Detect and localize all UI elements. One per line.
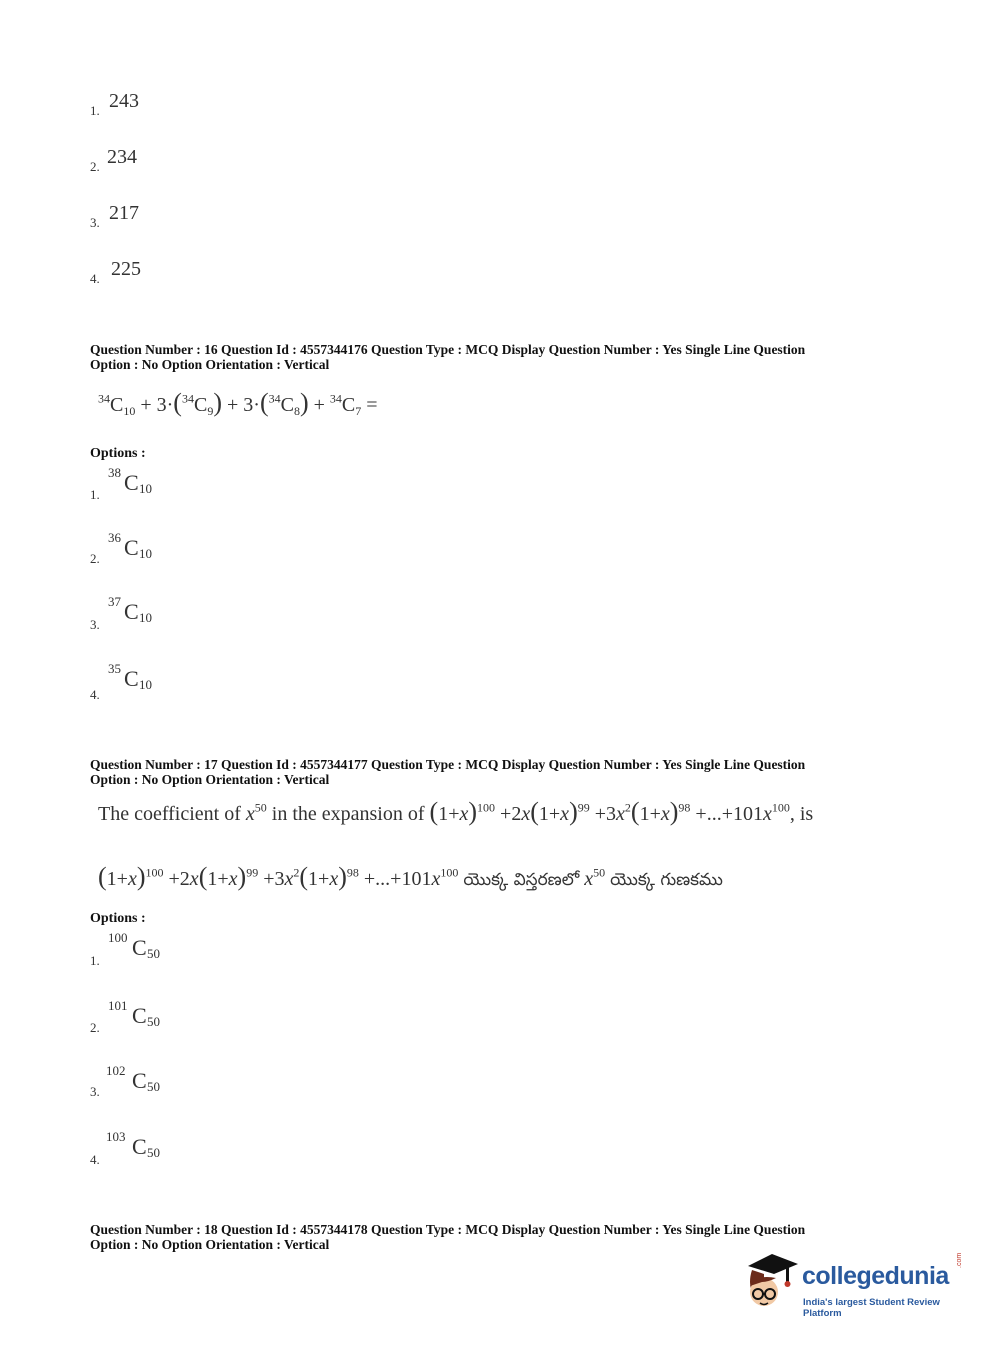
- option-subscript: 10: [139, 546, 152, 561]
- option-base: C: [132, 1068, 147, 1093]
- option-base: C: [124, 470, 139, 495]
- q17-options-label: Options :: [90, 911, 146, 926]
- option-number: 1.: [90, 103, 100, 118]
- option-subscript: 50: [147, 1079, 160, 1094]
- logo-wordmark: collegedunia: [802, 1262, 949, 1290]
- option-number: 3.: [90, 1084, 100, 1099]
- option-number: 3.: [90, 617, 100, 632]
- option-base: C: [132, 935, 147, 960]
- option-subscript: 10: [139, 677, 152, 692]
- q17-text-prefix: The coefficient of: [98, 803, 246, 825]
- q18-header-line2: Option : No Option Orientation : Vertical: [90, 1237, 330, 1252]
- collegedunia-logo: [742, 1250, 972, 1320]
- q17-header: [90, 757, 910, 787]
- option-number: 2.: [90, 551, 100, 566]
- q16-header: [90, 342, 910, 372]
- q17-telugu-text: యొక్క విస్తరణలో: [463, 870, 580, 890]
- option-superscript: 103: [106, 1129, 126, 1144]
- option-subscript: 50: [147, 1014, 160, 1029]
- option-superscript: 35: [108, 661, 121, 676]
- option-number: 4.: [90, 687, 100, 702]
- option-number: 3.: [90, 215, 100, 230]
- q17-english-question: The coefficient of $x^{50}$ in the expansion of $(1+x)^{100} +2x(1+x)^{99} +3x^2(1+x)^{98} +...+101x^{100}$, is: [98, 797, 814, 826]
- option-number: 4.: [90, 271, 100, 286]
- option-superscript: 102: [106, 1063, 126, 1078]
- option-superscript: 101: [108, 998, 128, 1013]
- option-subscript: 10: [139, 610, 152, 625]
- option-value: 234: [107, 146, 137, 168]
- option-base: C: [124, 599, 139, 624]
- option-superscript: 100: [108, 930, 128, 945]
- option-superscript: 37: [108, 594, 121, 609]
- q18-header-line1: Question Number : 18 Question Id : 4557344178 Question Type : MCQ Display Question Number : Yes Single Line Question: [90, 1222, 806, 1237]
- option-subscript: 50: [147, 946, 160, 961]
- option-value: 243: [109, 90, 139, 112]
- option-base: C: [124, 535, 139, 560]
- q16-expression: $^{34}C_{10} + 3\cdot(^{34}C_9) + 3\cdot(^{34}C_8) + ^{34}C_7$ =: [98, 388, 378, 419]
- option-number: 4.: [90, 1152, 100, 1167]
- option-number: 2.: [90, 159, 100, 174]
- option-superscript: 38: [108, 465, 121, 480]
- option-superscript: 36: [108, 530, 121, 545]
- q17-telugu-end: యొక్క గుణకము: [610, 870, 723, 890]
- option-value: 225: [111, 258, 141, 280]
- q17-telugu-question: $(1+x)^{100} +2x(1+x)^{99} +3x^2(1+x)^{98} +...+101x^{100}$ యొక్క విస్తరణలో $x^{50}$ యొక్క గుణకము: [98, 862, 723, 891]
- option-subscript: 10: [139, 481, 152, 496]
- option-subscript: 50: [147, 1145, 160, 1160]
- q17-header-line2: Option : No Option Orientation : Vertical: [90, 772, 330, 787]
- option-number: 2.: [90, 1020, 100, 1035]
- q16-options-label: Options :: [90, 446, 146, 461]
- q16-header-line1: Question Number : 16 Question Id : 4557344176 Question Type : MCQ Display Question Number : Yes Single Line Question: [90, 342, 806, 357]
- option-number: 1.: [90, 487, 100, 502]
- q17-text-suffix: , is: [789, 803, 814, 825]
- q17-text-mid: in the expansion of: [266, 803, 430, 825]
- option-number: 1.: [90, 953, 100, 968]
- option-base: C: [124, 666, 139, 691]
- logo-tagline: India's largest Student Review Platform: [803, 1297, 940, 1319]
- mascot-icon: [742, 1252, 800, 1314]
- option-base: C: [132, 1134, 147, 1159]
- q17-header-line1: Question Number : 17 Question Id : 4557344177 Question Type : MCQ Display Question Number : Yes Single Line Question: [90, 757, 806, 772]
- q16-header-line2: Option : No Option Orientation : Vertical: [90, 357, 330, 372]
- option-base: C: [132, 1003, 147, 1028]
- option-value: 217: [109, 202, 139, 224]
- q18-header: [90, 1222, 910, 1252]
- logo-tld: .com: [956, 1252, 963, 1268]
